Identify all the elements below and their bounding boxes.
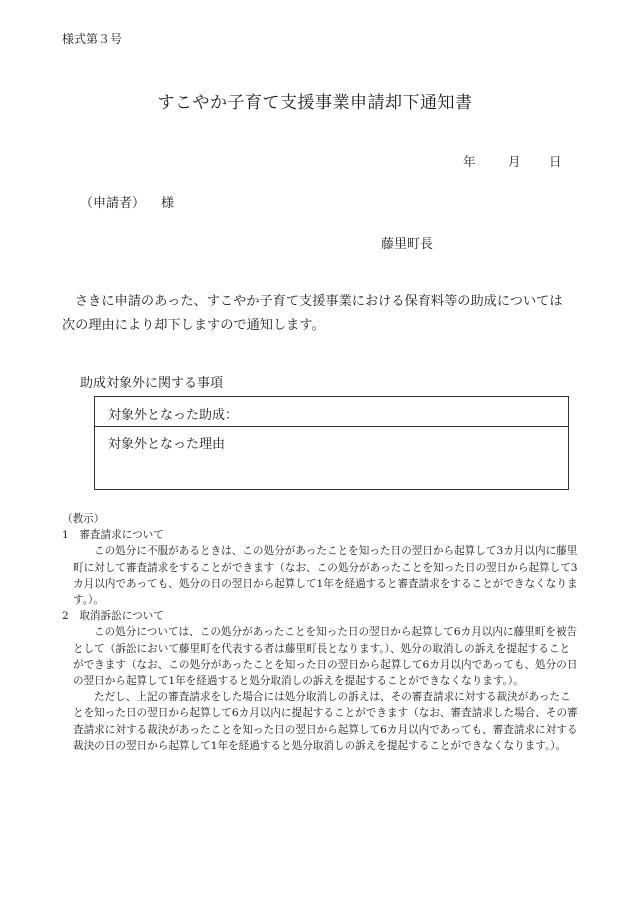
notes-header: （教示）	[62, 513, 105, 525]
section-heading: 助成対象外に関する事項	[80, 376, 224, 391]
appeal-instructions	[62, 511, 578, 754]
date-month-label: 月	[508, 154, 521, 169]
applicant-line	[80, 192, 174, 211]
notes-item1-title: 1 審査請求について	[62, 529, 164, 542]
date-year-label: 年	[463, 154, 476, 169]
notes-item2-title: 2 取消訴訟について	[62, 610, 164, 623]
form-number: 様式第３号	[62, 32, 123, 46]
ineligible-reason-row	[95, 427, 568, 452]
issuer-name: 藤里町長	[381, 237, 434, 252]
ineligibility-table	[94, 396, 569, 490]
ineligible-subsidy-label: 対象外となった助成：	[108, 408, 239, 423]
notice-body: さきに申請のあった、すこやか子育て支援事業における保育料等の助成については次の理由により却下しますので通知します。	[62, 294, 563, 333]
notes-item2-text2: ただし、上記の審査請求をした場合には処分取消しの訴えは、その審査請求に対する裁決があったことを知った日の翌日から起算して6カ月以内に提起することができます（なお、審査請求した場合、その審査請求に対する裁決があったことを知った日の翌日から起算して6カ月以内であっても、審査請求に対する裁決の日の翌日から起算して1年を経過すると処分取消しの訴えを提起することができなくなります。）。	[73, 691, 578, 752]
date-day-label: 日	[549, 154, 562, 169]
notes-item2-text1: この処分については、この処分があったことを知った日の翌日から起算して6カ月以内に藤里町を被告として（訴訟において藤里町を代表する者は藤里町長となります。）、処分の取消しの訴えを提起することができます（なお、この処分があったことを知った日の翌日から起算して6カ月以内であっても、処分の日の翌日から起算して1年を経過すると処分取消しの訴えを提起することができなくなります。）。	[73, 626, 578, 688]
notes-item1-text: この処分に不服があるときは、この処分があったことを知った日の翌日から起算して3カ月以内に藤里町に対して審査請求をすることができます（なお、この処分があったことを知った日の翌日から起算して3カ月以内であっても、処分の日の翌日から起算して1年を経過すると審査請求をすることができなくなります。）。	[73, 545, 578, 607]
ineligible-subsidy-row	[95, 397, 568, 427]
applicant-label: （申請者）	[80, 196, 146, 211]
applicant-honorific: 様	[161, 196, 175, 211]
document-title: すこやか子育て支援事業申請却下通知書	[157, 93, 473, 113]
ineligible-reason-label: 対象外となった理由	[108, 437, 226, 452]
